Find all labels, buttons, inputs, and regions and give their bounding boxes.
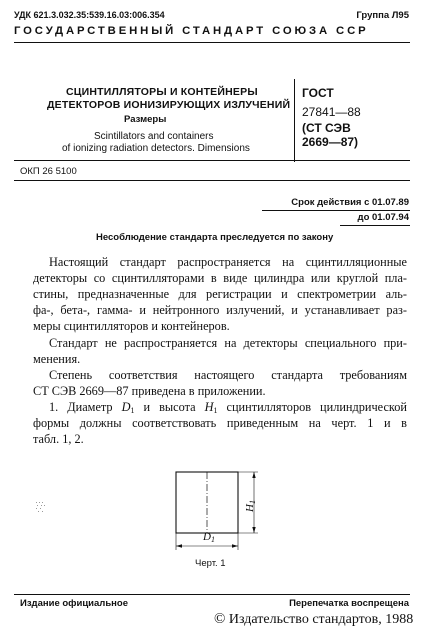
validity-end: до 01.07.94	[357, 212, 409, 223]
text-line: детекторы со сцинтилляторами в виде цилиндра или круглой пла-	[33, 271, 407, 286]
diameter-label-subscript: 1	[210, 535, 215, 544]
height-label-subscript: 1	[247, 500, 257, 505]
reprint-note: Перепечатка воспрещена	[289, 598, 409, 609]
okp-code: ОКП 26 5100	[20, 166, 77, 177]
legal-notice: Несоблюдение стандарта преследуется по закону	[96, 232, 334, 243]
height-symbol: H	[204, 400, 214, 414]
diameter-subscript: 1	[130, 406, 135, 415]
title-block-bottom-rule	[14, 160, 410, 161]
text-line: Настоящий стандарт распространяется на сцинтилляционные	[49, 255, 407, 269]
st-sev-line2: 2669—87)	[302, 135, 359, 149]
diameter-label	[203, 531, 215, 543]
title-ru-line2: ДЕТЕКТОРОВ ИОНИЗИРУЮЩИХ ИЗЛУЧЕНИЙ	[47, 99, 291, 111]
text-line: фа-, бета-, гамма- и нейтронного излучений, и устанавливает раз-	[33, 303, 407, 318]
text-line: стины, предназначенные для регистрации и спектрометрии аль-	[33, 287, 407, 302]
gost-number: 27841—88	[302, 105, 361, 119]
height-arrow-top	[252, 472, 255, 478]
paragraph-compliance	[33, 367, 407, 399]
copyright-icon: ©	[214, 611, 226, 627]
figure-caption: Черт. 1	[195, 558, 226, 569]
text-line: СТ СЭВ 2669—87 приведена в приложении.	[33, 384, 266, 399]
standard-heading: ГОСУДАРСТВЕННЫЙ СТАНДАРТ СОЮЗА ССР	[14, 25, 369, 37]
title-subtitle: Размеры	[124, 114, 167, 125]
text-fragment: 1. Диаметр	[49, 400, 122, 414]
gost-label: ГОСТ	[302, 86, 334, 100]
validity-rule-1	[262, 210, 410, 211]
title-ru-line1: СЦИНТИЛЛЯТОРЫ И КОНТЕЙНЕРЫ	[66, 86, 258, 98]
validity-rule-2	[340, 225, 410, 226]
text-line: меры сцинтилляторов и контейнеров.	[33, 319, 230, 334]
text-line: Стандарт не распространяется на детекторы специального при-	[49, 336, 407, 350]
height-label	[244, 500, 256, 512]
height-subscript: 1	[213, 406, 218, 415]
paragraph-exclusion	[33, 335, 407, 367]
height-label-letter: H	[243, 504, 256, 512]
diameter-arrow-left	[176, 544, 182, 547]
okp-rule	[14, 180, 410, 181]
validity-start: Срок действия с 01.07.89	[291, 197, 409, 208]
title-en-line1: Scintillators and containers	[94, 131, 214, 142]
text-fragment: и высота	[134, 400, 205, 414]
footer-rule	[14, 594, 410, 595]
diameter-arrow-right	[232, 544, 238, 547]
text-line: табл. 1, 2.	[33, 432, 84, 447]
title-block-divider	[294, 79, 295, 162]
udk-code: УДК 621.3.032.35:539.16.03:006.354	[14, 10, 165, 20]
header-rule	[14, 42, 410, 43]
paragraph-clause-1	[33, 399, 407, 447]
text-line: Степень соответствия настоящего стандарта требованиям	[49, 368, 407, 382]
cylinder-drawing	[168, 470, 276, 554]
diameter-symbol: D	[121, 400, 131, 414]
text-line	[33, 399, 407, 415]
title-en-line2: of ionizing radiation detectors. Dimensions	[62, 143, 250, 154]
text-line: формы должны соответствовать приведенным на черт. 1 и в	[33, 416, 407, 431]
text-line: менения.	[33, 352, 81, 367]
group-code: Группа Л95	[356, 10, 409, 21]
st-sev-line1: (СТ СЭВ	[302, 121, 351, 135]
diameter-label-letter: D	[203, 531, 211, 543]
copyright-line	[214, 611, 413, 628]
text-fragment: сцинтилляторов цилиндрической	[217, 400, 407, 414]
scan-mark	[34, 500, 48, 514]
paragraph-scope	[33, 254, 407, 334]
edition-note: Издание официальное	[20, 598, 128, 609]
publisher: Издательство стандартов, 1988	[228, 612, 414, 627]
height-arrow-bottom	[252, 527, 255, 533]
